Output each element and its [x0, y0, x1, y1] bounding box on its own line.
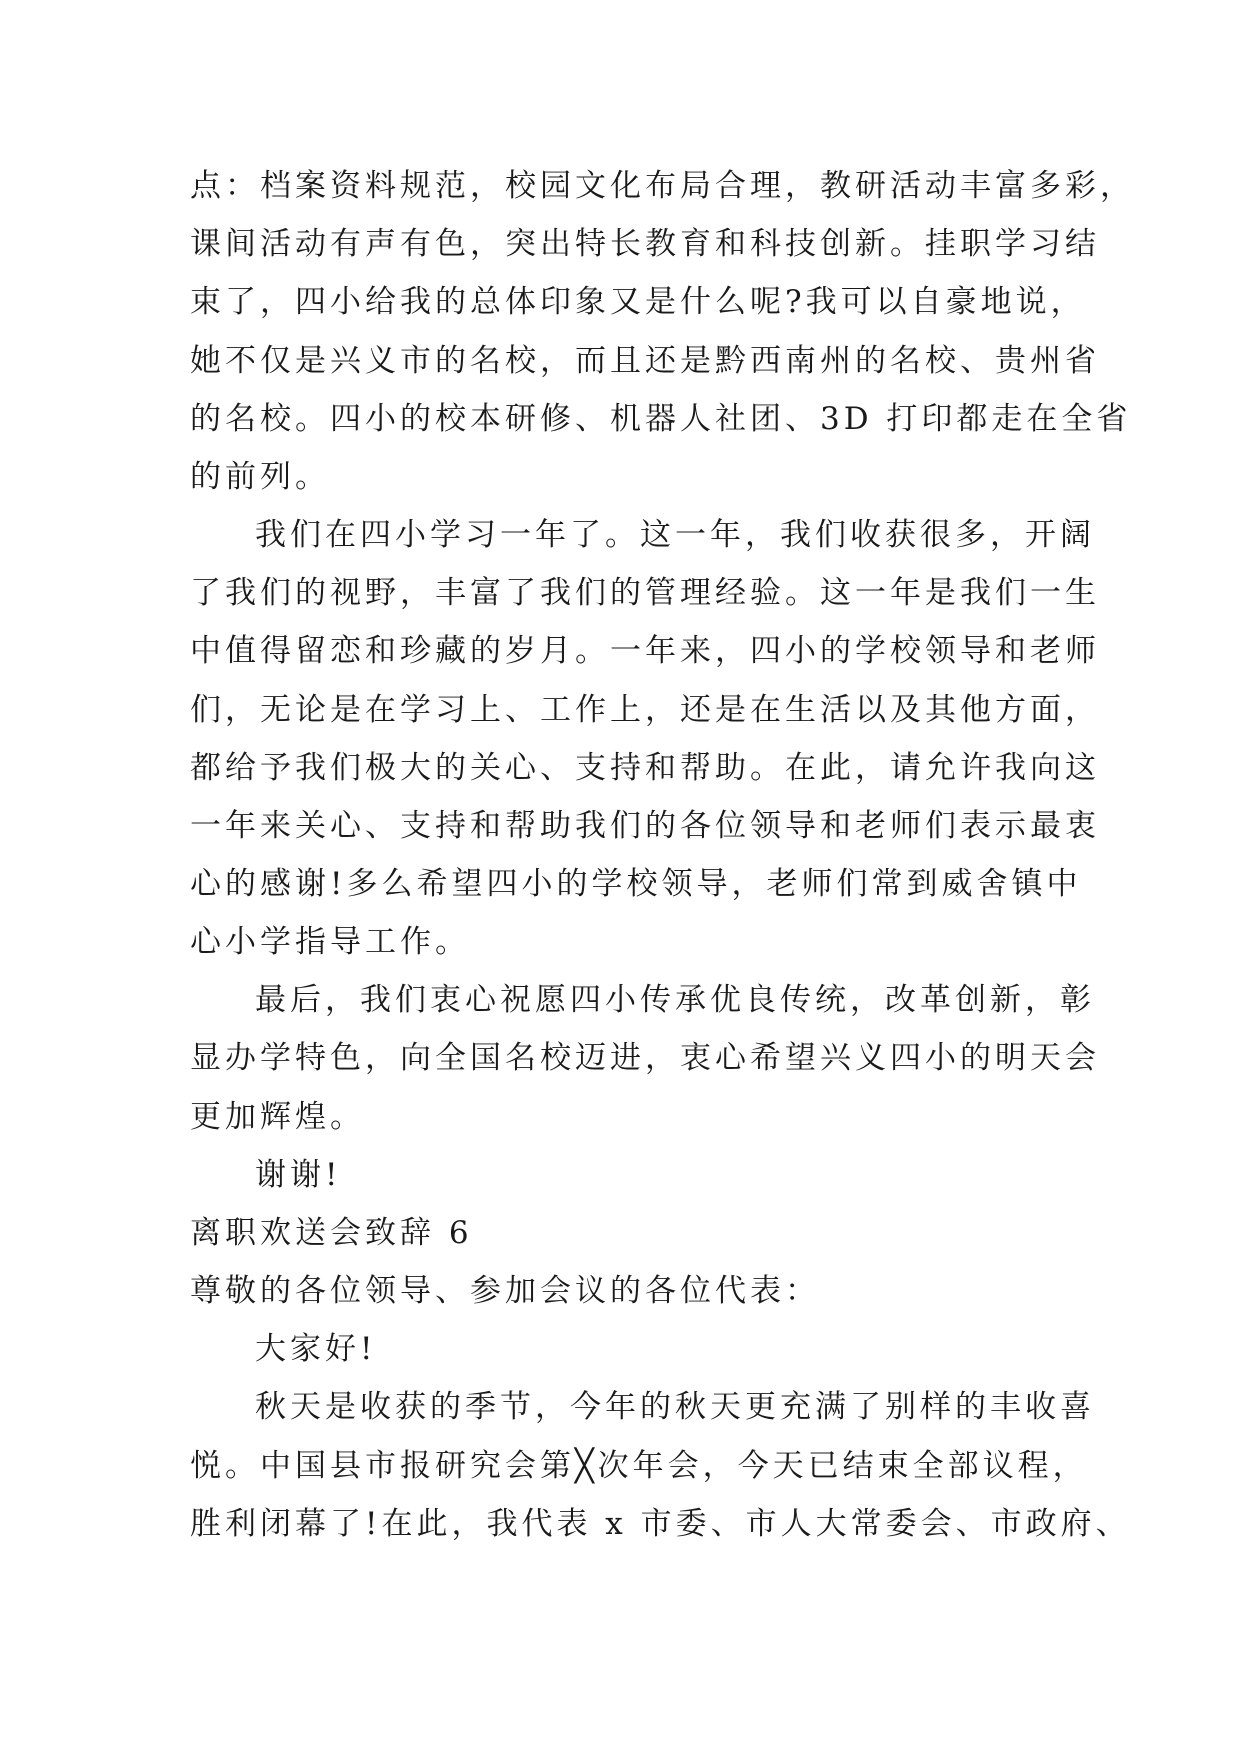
- paragraph-line: 我们在四小学习一年了。这一年，我们收获很多，开阔: [255, 517, 1095, 553]
- paragraph-line: 胜利闭幕了!在此，我代表 x 市委、市人大常委会、市政府、: [190, 1506, 1131, 1542]
- paragraph-line: 们，无论是在学习上、工作上，还是在生活以及其他方面，: [190, 692, 1100, 728]
- paragraph-line: 显办学特色，向全国名校迈进，衷心希望兴义四小的明天会: [190, 1040, 1100, 1076]
- salutation: 尊敬的各位领导、参加会议的各位代表：: [190, 1273, 820, 1309]
- paragraph-line: 心的感谢!多么希望四小的学校领导，老师们常到威舍镇中: [190, 866, 1082, 902]
- paragraph-line: 她不仅是兴义市的名校，而且还是黔西南州的名校、贵州省: [190, 343, 1100, 379]
- paragraph-line: 束了，四小给我的总体印象又是什么呢?我可以自豪地说，: [190, 284, 1086, 320]
- paragraph-line: 的前列。: [190, 459, 330, 495]
- greeting: 大家好!: [255, 1331, 377, 1367]
- paragraph-line: 都给予我们极大的关心、支持和帮助。在此，请允许我向这: [190, 750, 1100, 786]
- paragraph-line: 课间活动有声有色，突出特长教育和科技创新。挂职学习结: [190, 226, 1100, 262]
- paragraph-line: 点：档案资料规范，校园文化布局合理，教研活动丰富多彩，: [190, 168, 1135, 204]
- paragraph-line: 最后，我们衷心祝愿四小传承优良传统，改革创新，彰: [255, 982, 1095, 1018]
- paragraph-line: 悦。中国县市报研究会第╳次年会，今天已结束全部议程，: [190, 1448, 1088, 1484]
- paragraph-line: 了我们的视野，丰富了我们的管理经验。这一年是我们一生: [190, 575, 1100, 611]
- paragraph-line: 一年来关心、支持和帮助我们的各位领导和老师们表示最衷: [190, 808, 1100, 844]
- paragraph-line: 心小学指导工作。: [190, 924, 470, 960]
- paragraph-line: 中值得留恋和珍藏的岁月。一年来，四小的学校领导和老师: [190, 633, 1100, 669]
- paragraph-line: 秋天是收获的季节，今年的秋天更充满了别样的丰收喜: [255, 1389, 1095, 1425]
- section-heading: 离职欢送会致辞 6: [190, 1215, 473, 1251]
- closing-thanks: 谢谢!: [255, 1157, 342, 1193]
- paragraph-line: 的名校。四小的校本研修、机器人社团、3D 打印都走在全省: [190, 401, 1132, 437]
- paragraph-line: 更加辉煌。: [190, 1099, 365, 1135]
